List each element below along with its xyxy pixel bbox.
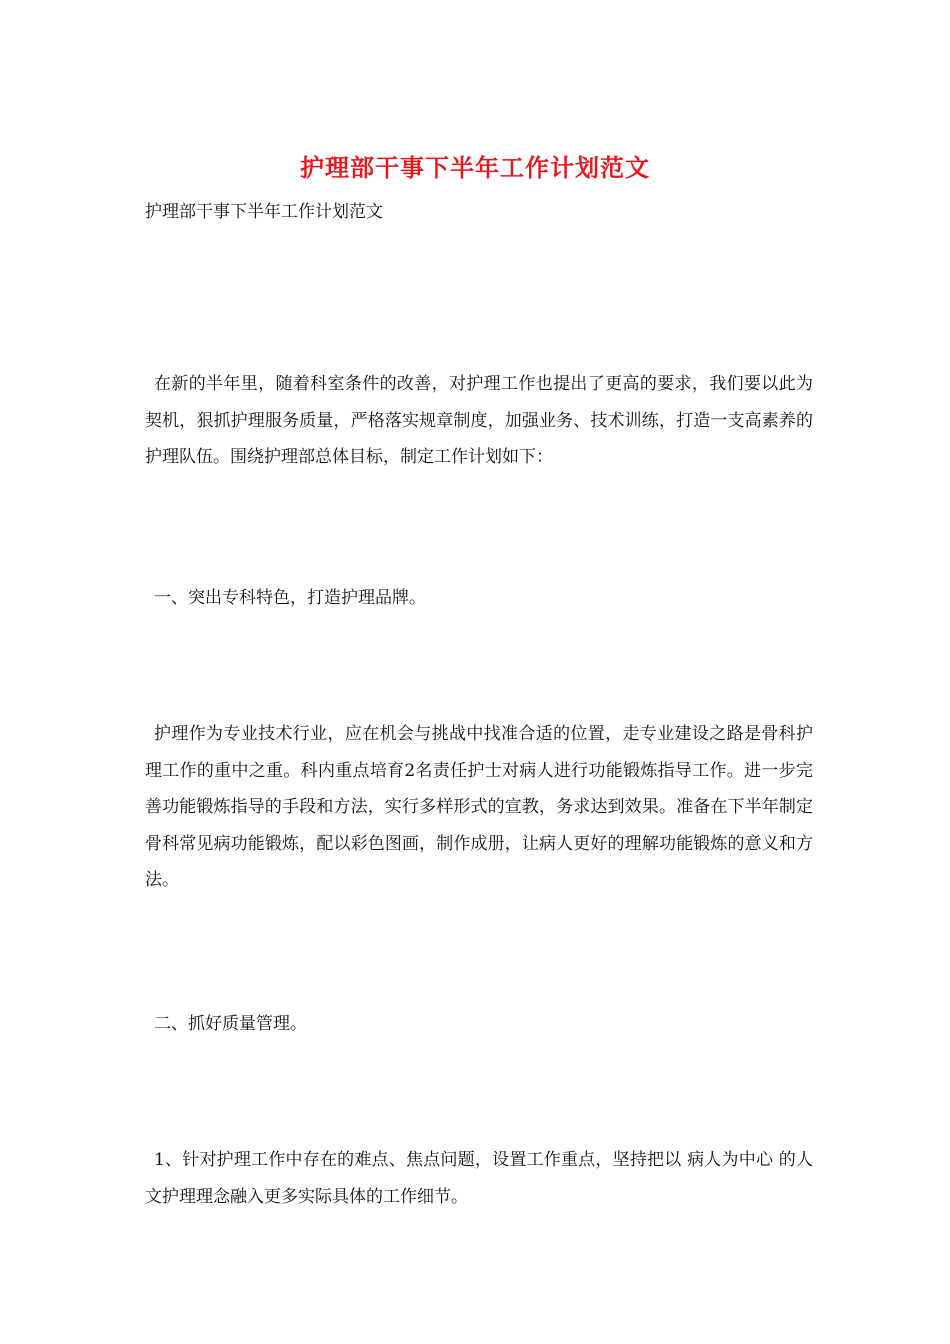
section-one-paragraph: 护理作为专业技术行业，应在机会与挑战中找准合适的位置，走专业建设之路是骨科护理工作的重中之重。科内重点培育2名责任护士对病人进行功能锻炼指导工作。进一步完善功能锻炼指导的手段和方法，实行多样形式的宣教，务求达到效果。准备在下半年制定骨科常见病功能锻炼，配以彩色图画，制作成册，让病人更好的理解功能锻炼的意义和方法。	[145, 724, 813, 890]
document-subtitle: 护理部干事下半年工作计划范文	[145, 202, 383, 222]
intro-paragraph: 在新的半年里，随着科室条件的改善，对护理工作也提出了更高的要求，我们要以此为契机，狠抓护理服务质量，严格落实规章制度，加强业务、技术训练，打造一支高素养的护理队伍。围绕护理部总体目标，制定工作计划如下：	[145, 374, 813, 467]
document-title: 护理部干事下半年工作计划范文	[300, 153, 650, 182]
section-two-item-1: 1、针对护理工作中存在的难点、焦点问题，设置工作重点，坚持把以 病人为中心 的人文护理理念融入更多实际具体的工作细节。	[145, 1150, 813, 1207]
section-one-heading: 一、突出专科特色，打造护理品牌。	[154, 588, 426, 608]
section-two-heading: 二、抓好质量管理。	[154, 1014, 307, 1034]
